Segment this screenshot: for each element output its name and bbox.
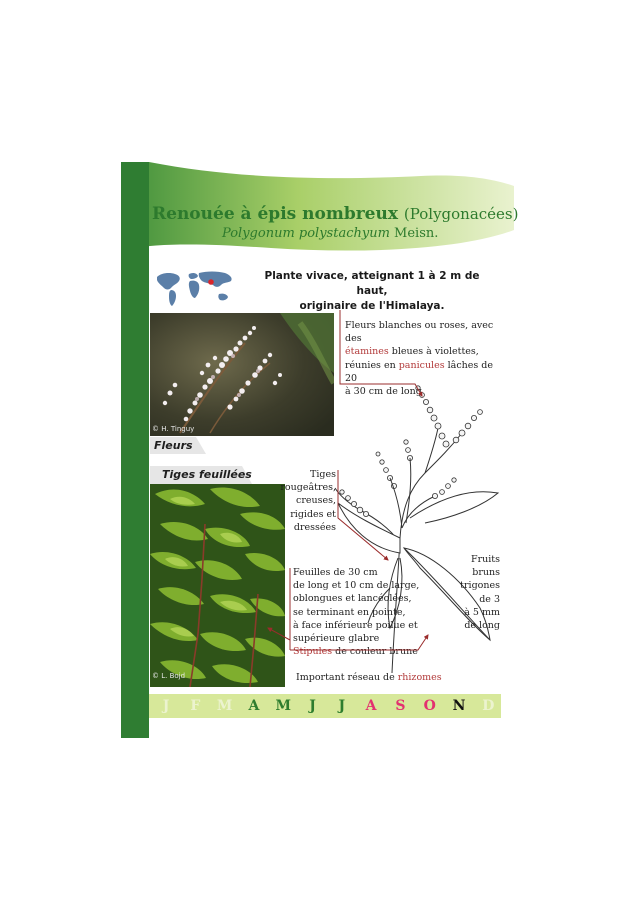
stems-line-1: Tiges rougeâtres, <box>280 469 336 494</box>
month-8: A <box>365 698 377 714</box>
leaves-line-6: supérieure glabre <box>293 633 380 645</box>
range-marker-icon <box>208 279 214 285</box>
world-map-icon <box>153 268 237 308</box>
sidebar-stripe <box>121 250 149 738</box>
intro-line-1: Plante vivace, atteignant 1 à 2 m de haut, <box>264 270 480 297</box>
month-10: O <box>423 698 436 714</box>
stems-section-label: Tiges feuillées <box>162 468 252 481</box>
flowers-line-4: à 30 cm de long <box>345 386 422 398</box>
rhizomes-term: rhizomes <box>397 672 442 683</box>
month-2: F <box>190 698 201 714</box>
fruits-line-2: bruns <box>472 567 500 579</box>
flowers-line-2: étamines bleues à violettes, <box>345 346 479 358</box>
plant-family: (Polygonacées) <box>403 205 519 223</box>
leader-lines <box>150 310 505 690</box>
panicles-term: panicules <box>398 359 445 371</box>
page-title: Renouée à épis nombreux (Polygonacées) <box>152 204 519 224</box>
rhizomes-description: Important réseau de rhizomes <box>296 672 442 683</box>
stems-line-2: creuses, <box>296 495 336 507</box>
month-1: J <box>162 698 170 714</box>
month-6: J <box>309 698 316 714</box>
month-11: N <box>452 698 466 714</box>
stems-line-4: dressées <box>293 521 336 533</box>
flowers-section-label: Fleurs <box>154 439 193 452</box>
leaves-line-1: Feuilles de 30 cm <box>293 567 378 578</box>
latin-name-line <box>222 226 438 241</box>
fruits-line-3: trigones <box>460 580 500 592</box>
flowers-line-1: Fleurs blanches ou roses, avec des <box>345 320 494 345</box>
fruits-line-4: de 3 <box>479 593 500 605</box>
latin-name: Polygonum polystachyum <box>222 226 390 241</box>
stipules-term: Stipules <box>293 646 333 658</box>
month-5: M <box>275 698 291 714</box>
month-4: A <box>248 698 260 714</box>
month-12: D <box>482 698 495 714</box>
month-7: J <box>338 698 346 714</box>
fruits-line-5: à 5 mm <box>464 606 500 618</box>
month-9: S <box>395 698 406 714</box>
fruits-line-1: Fruits <box>471 554 500 565</box>
author-name: Meisn. <box>394 226 439 241</box>
flowers-line-3: réunies en panicules lâches de 20 <box>345 359 493 384</box>
stamens-term: étamines <box>345 346 389 358</box>
leaves-line-2: de long et 10 cm de large, <box>293 580 420 592</box>
intro-line-2: originaire de l'Himalaya. <box>299 300 445 312</box>
leaves-photo-credit: © L. Bojd <box>152 672 186 680</box>
leaves-line-3: oblongues et lancéolées, <box>293 593 412 605</box>
leaves-line-4: se terminant en pointe, <box>293 606 406 618</box>
intro-text <box>252 269 492 314</box>
flowering-calendar <box>149 694 501 718</box>
flowers-photo-credit: © H. Tinguy <box>152 425 195 433</box>
month-3: M <box>216 698 233 714</box>
fruits-line-6: de long <box>464 620 500 632</box>
stipules-line: Stipules de couleur brune <box>293 646 418 658</box>
stems-line-3: rigides et <box>290 508 336 520</box>
leaves-line-5: à face inférieure poilue et <box>293 619 418 631</box>
